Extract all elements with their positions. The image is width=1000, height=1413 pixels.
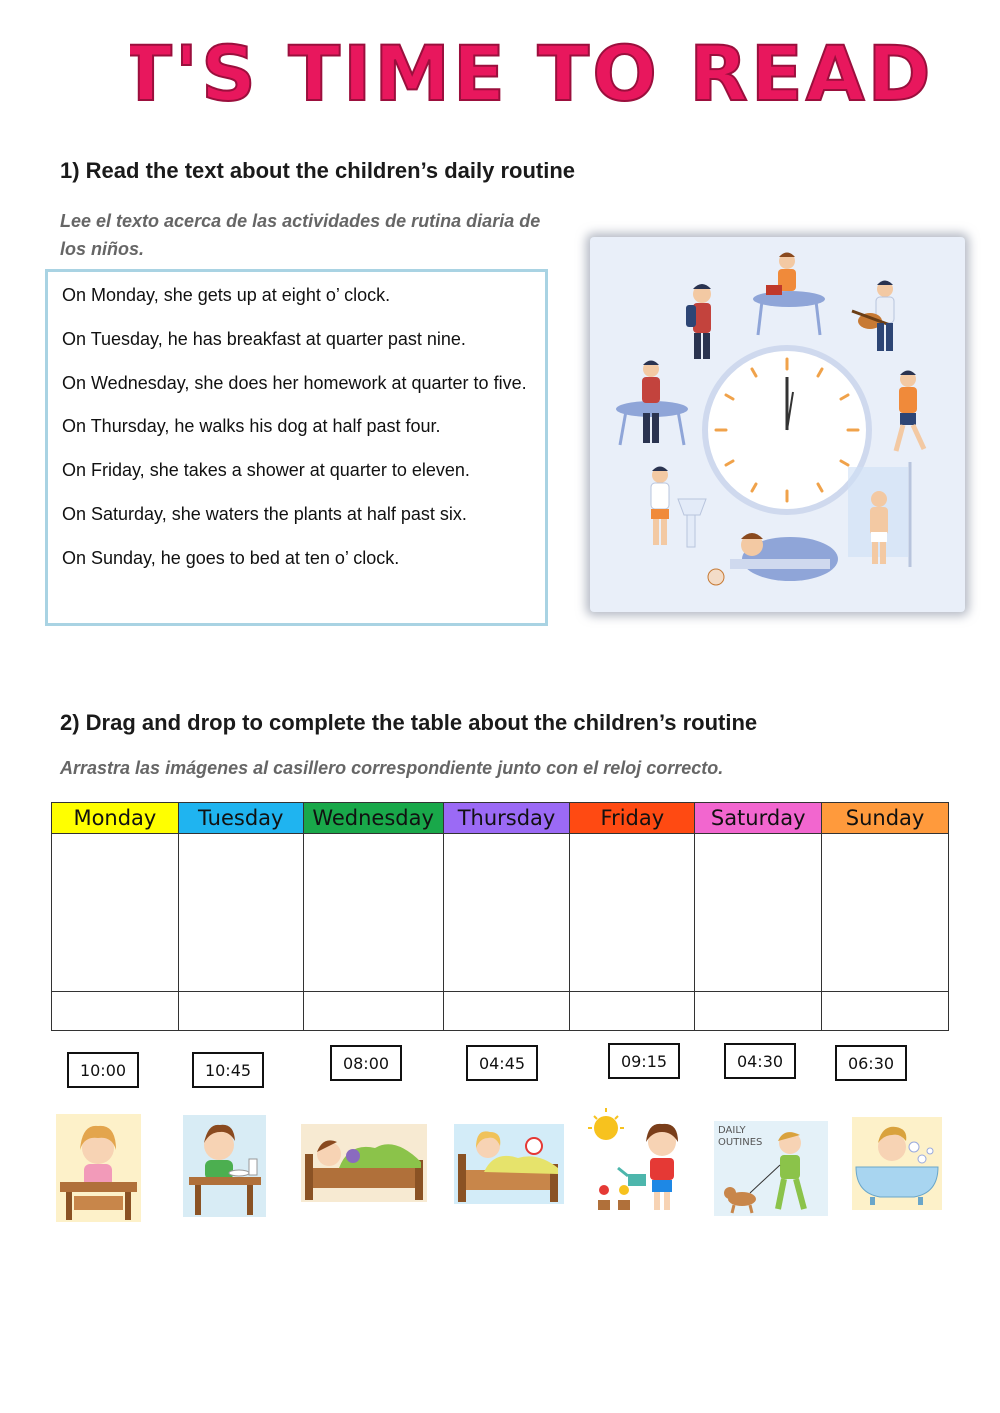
time-tile[interactable]: 06:30 bbox=[835, 1045, 907, 1081]
boy-sleeping-in-bed-icon[interactable] bbox=[301, 1124, 427, 1202]
section1-heading: 1) Read the text about the children’s daily routine bbox=[60, 158, 576, 183]
clock-drop-zone-tuesday[interactable] bbox=[178, 992, 303, 1031]
day-header-saturday: Saturday bbox=[695, 803, 822, 834]
time-tile[interactable]: 04:30 bbox=[724, 1043, 796, 1079]
image-drop-zone-monday[interactable] bbox=[52, 834, 179, 992]
image-drop-zone-sunday[interactable] bbox=[822, 834, 949, 992]
clock-drop-zone-thursday[interactable] bbox=[443, 992, 570, 1031]
sentence-thursday: On Thursday, he walks his dog at half past four. bbox=[62, 416, 441, 436]
kid-backpack-icon bbox=[686, 284, 711, 359]
reading-text-box bbox=[45, 269, 548, 626]
clock-drop-zone-saturday[interactable] bbox=[695, 992, 822, 1031]
routine-table bbox=[51, 802, 949, 1031]
daily-routines-caption: DAILY OUTINES bbox=[718, 1125, 763, 1148]
boy-walking-dog-icon[interactable] bbox=[714, 1121, 828, 1216]
clock-drop-zone-monday[interactable] bbox=[52, 992, 179, 1031]
kid-shower-icon bbox=[848, 462, 910, 567]
kid-brushing-teeth-icon bbox=[651, 467, 706, 548]
day-header-tuesday: Tuesday bbox=[178, 803, 303, 834]
time-tile[interactable]: 10:45 bbox=[192, 1052, 264, 1088]
time-tile[interactable]: 10:00 bbox=[67, 1052, 139, 1088]
image-drop-zone-wednesday[interactable] bbox=[303, 834, 443, 992]
girl-waking-up-icon[interactable] bbox=[454, 1124, 564, 1204]
time-tile[interactable]: 08:00 bbox=[330, 1045, 402, 1081]
kid-eating-table-icon bbox=[616, 361, 688, 446]
kid-walking-icon bbox=[896, 371, 924, 452]
day-header-monday: Monday bbox=[52, 803, 179, 834]
section1-subheading: Lee el texto acerca de las actividades de rutina diaria de los niños. bbox=[60, 211, 541, 259]
worksheet-title bbox=[130, 28, 930, 118]
section2-subheading: Arrastra las imágenes al casillero correspondiente junto con el reloj correcto. bbox=[60, 758, 724, 778]
day-header-thursday: Thursday bbox=[443, 803, 570, 834]
sentence-saturday: On Saturday, she waters the plants at half past six. bbox=[62, 504, 467, 524]
image-drop-zone-friday[interactable] bbox=[570, 834, 695, 992]
sentence-monday: On Monday, she gets up at eight o’ clock. bbox=[62, 285, 391, 305]
girl-studying-at-desk-icon[interactable] bbox=[56, 1114, 141, 1222]
clock-drop-zone-wednesday[interactable] bbox=[303, 992, 443, 1031]
kid-sleeping-icon bbox=[708, 533, 838, 585]
kid-reading-desk-icon bbox=[753, 253, 825, 336]
girl-watering-plants-icon[interactable] bbox=[588, 1106, 690, 1214]
kid-guitar-icon bbox=[852, 281, 894, 352]
day-header-wednesday: Wednesday bbox=[303, 803, 443, 834]
image-drop-zone-tuesday[interactable] bbox=[178, 834, 303, 992]
girl-in-bathtub-icon[interactable] bbox=[852, 1117, 942, 1210]
sentence-wednesday: On Wednesday, she does her homework at quarter to five. bbox=[62, 373, 527, 393]
day-header-friday: Friday bbox=[570, 803, 695, 834]
clock-drop-zone-friday[interactable] bbox=[570, 992, 695, 1031]
title-text: IT'S TIME TO READ! bbox=[130, 29, 930, 118]
sentence-sunday: On Sunday, he goes to bed at ten o’ clock. bbox=[62, 548, 400, 568]
section2-heading: 2) Drag and drop to complete the table about the children’s routine bbox=[60, 710, 758, 735]
day-header-sunday: Sunday bbox=[822, 803, 949, 834]
boy-eating-breakfast-icon[interactable] bbox=[183, 1115, 266, 1217]
time-tile[interactable]: 04:45 bbox=[466, 1045, 538, 1081]
clock-drop-zone-sunday[interactable] bbox=[822, 992, 949, 1031]
sentence-friday: On Friday, she takes a shower at quarter to eleven. bbox=[62, 460, 470, 480]
image-drop-zone-saturday[interactable] bbox=[695, 834, 822, 992]
image-drop-zone-thursday[interactable] bbox=[443, 834, 570, 992]
time-tile[interactable]: 09:15 bbox=[608, 1043, 680, 1079]
daily-routine-clock-illustration bbox=[590, 237, 965, 612]
sentence-tuesday: On Tuesday, he has breakfast at quarter past nine. bbox=[62, 329, 466, 349]
